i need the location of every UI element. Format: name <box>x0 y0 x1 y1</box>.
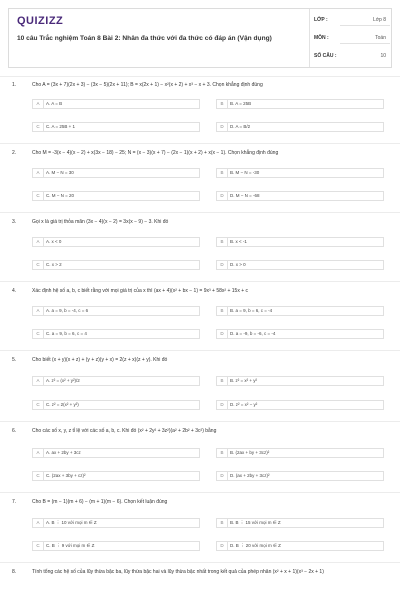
question-count-label: SỐ CÂU : <box>314 53 337 59</box>
subject-label: MÔN : <box>314 35 329 41</box>
answer-option-d[interactable]: D D. (ax + 2by + 3cz)² <box>216 471 384 481</box>
question-number: 3. <box>12 219 17 225</box>
answer-option-a[interactable]: A A. A = B <box>32 99 200 109</box>
question-number: 8. <box>12 569 17 575</box>
subject-row <box>314 29 390 47</box>
answer-option-d[interactable]: D D. B ⋮ 20 với mọi m ∈ Z <box>216 541 384 551</box>
answer-option-a[interactable]: A A. x < 0 <box>32 237 200 247</box>
answer-option-b[interactable]: B B. B ⋮ 15 với mọi m ∈ Z <box>216 518 384 528</box>
answer-option-a[interactable]: A A. a = 9, b = -4, c = 6 <box>32 306 200 316</box>
header-divider <box>309 9 310 67</box>
question-text: Cho M = -3(x − 4)(x − 2) + x(3x − 18) − 25; N = (x − 3)(x + 7) − (2x − 1)(x + 2) + x(x − 1). Chọn khẳng định đúng <box>32 150 279 156</box>
answer-option-b[interactable]: B B. M − N = -30 <box>216 168 384 178</box>
answer-option-a[interactable]: A A. ax + 2by + 3cz <box>32 448 200 458</box>
question-count-row <box>314 47 390 65</box>
answer-option-c[interactable]: C C. (2ax + 3by + cz)² <box>32 471 200 481</box>
question-number: 5. <box>12 357 17 363</box>
question-text: Xác định hệ số a, b, c biết rằng với mọi giá trị của x thì (ax + 4)(x² + bx − 1) = 9x³ + 58x² + 15x + c <box>32 288 249 294</box>
answer-option-b[interactable]: B B. (2ax + by + 3cz)² <box>216 448 384 458</box>
answer-option-d[interactable]: D D. x > 0 <box>216 260 384 270</box>
answer-option-b[interactable]: B B. x < -1 <box>216 237 384 247</box>
question-text: Cho B = (m − 1)(m + 6) − (m + 1)(m − 6). Chọn kết luận đúng <box>32 499 168 505</box>
answer-option-c[interactable]: C C. B ⋮ 9 với mọi m ∈ Z <box>32 541 200 551</box>
answer-option-c[interactable]: C C. a = 9, b = 6, c = 4 <box>32 329 200 339</box>
question-text: Cho biết (x + y)(x + z) + (y + z)(y + x) = 2(z + x)(z + y). Khi đó <box>32 357 168 363</box>
answer-option-b[interactable]: B B. A = 25B <box>216 99 384 109</box>
answer-option-a[interactable]: A A. z² = (x² + y²)/2 <box>32 376 200 386</box>
worksheet-header <box>8 8 392 68</box>
question-count-value: 10 <box>380 53 386 59</box>
question-number: 7. <box>12 499 17 505</box>
answer-option-d[interactable]: D D. z² = x² − y² <box>216 400 384 410</box>
class-row <box>314 11 390 29</box>
class-value: Lớp 8 <box>372 17 386 23</box>
subject-value: Toán <box>375 35 386 41</box>
answer-option-c[interactable]: C C. z² = 2(x² + y²) <box>32 400 200 410</box>
question-text: Gọi x là giá trị thỏa mãn (3x − 4)(x − 2) = 3x(x − 9) − 3. Khi đó <box>32 219 169 225</box>
answer-option-b[interactable]: B B. a = 9, b = 6, c = -4 <box>216 306 384 316</box>
question-number: 1. <box>12 82 17 88</box>
answer-option-a[interactable]: A A. B ⋮ 10 với mọi m ∈ Z <box>32 518 200 528</box>
answer-option-b[interactable]: B B. z² = x² + y² <box>216 376 384 386</box>
question-number: 2. <box>12 150 17 156</box>
worksheet-title: 10 câu Trắc nghiệm Toán 8 Bài 2: Nhân đa thức với đa thức có đáp án (Vận dụng) <box>17 35 272 42</box>
question-number: 4. <box>12 288 17 294</box>
answer-option-c[interactable]: C C. x > 2 <box>32 260 200 270</box>
class-label: LỚP : <box>314 17 328 23</box>
question-text: Tính tổng các hệ số của lũy thừa bậc ba, lũy thừa bậc hai và lũy thừa bậc nhất trong kết quả của phép nhân (x² + x + 1)(x³ − 2x + 1) <box>32 569 324 575</box>
answer-option-c[interactable]: C C. M − N = 20 <box>32 191 200 201</box>
answer-option-d[interactable]: D D. A = B/2 <box>216 122 384 132</box>
question-number: 6. <box>12 428 17 434</box>
question-text: Cho A = (3x + 7)(2x + 3) − (3x − 5)(2x + 11); B = x(2x + 1) − x²(x + 2) + x³ − x + 3. Chọn khẳng định đúng <box>32 82 263 88</box>
quizizz-logo: QUIZIZZ <box>17 15 64 27</box>
question-text: Cho các số x, y, z tỉ lệ với các số a, b, c. Khi đó (x² + 2y² + 3z²)(a² + 2b² + 3c²) bằng <box>32 428 217 434</box>
answer-option-a[interactable]: A A. M − N = 30 <box>32 168 200 178</box>
answer-option-d[interactable]: D D. M − N = -68 <box>216 191 384 201</box>
answer-option-c[interactable]: C C. A = 25B + 1 <box>32 122 200 132</box>
answer-option-d[interactable]: D D. a = -9, b = -6, c = -4 <box>216 329 384 339</box>
